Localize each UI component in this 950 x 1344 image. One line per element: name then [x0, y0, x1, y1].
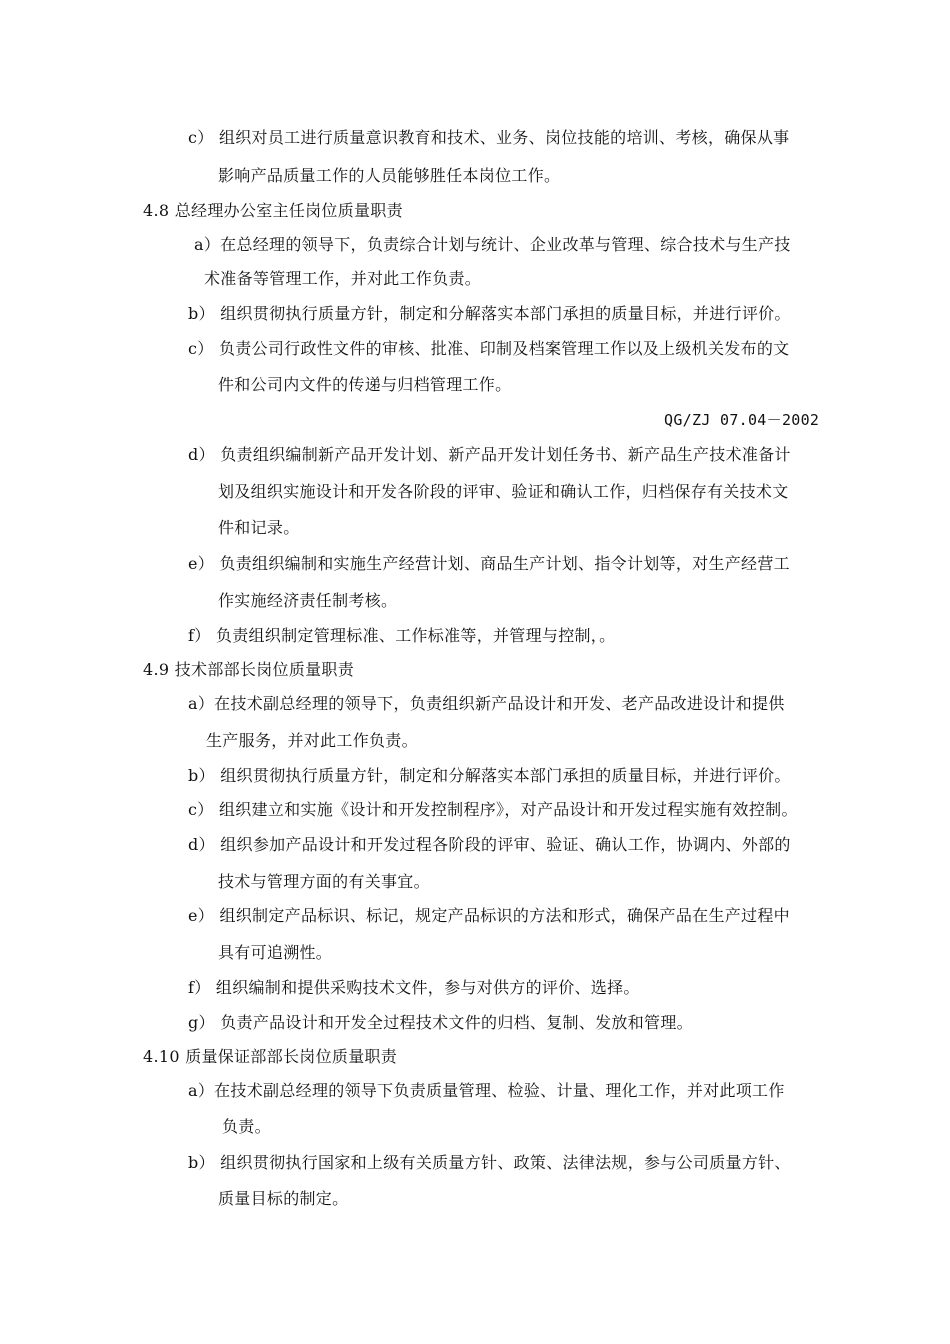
item-g-line-1: g） 负责产品设计和开发全过程技术文件的归档、复制、发放和管理。 — [188, 1013, 693, 1032]
item-b-line-1: b） 组织贯彻执行质量方针，制定和分解落实本部门承担的质量目标，并进行评价。 — [188, 304, 791, 323]
item-e-line-2: 具有可追溯性。 — [218, 943, 333, 962]
item-c-line-2: 影响产品质量工作的人员能够胜任本岗位工作。 — [218, 166, 561, 185]
item-a-line-1: a）在技术副总经理的领导下，负责组织新产品设计和开发、老产品改进设计和提供 — [188, 694, 785, 713]
section-4-9-heading: 4.9 技术部部长岗位质量职责 — [143, 660, 355, 679]
item-e-line-1: e） 负责组织编制和实施生产经营计划、商品生产计划、指令计划等，对生产经营工 — [188, 554, 790, 573]
item-c-line-2: 件和公司内文件的传递与归档管理工作。 — [218, 375, 512, 394]
item-a-line-2: 生产服务，并对此工作负责。 — [206, 731, 418, 750]
item-a-line-1: a）在技术副总经理的领导下负责质量管理、检验、计量、理化工作，并对此项工作 — [188, 1081, 785, 1100]
item-a-line-2: 术准备等管理工作，并对此工作负责。 — [204, 269, 482, 288]
item-b-line-1: b） 组织贯彻执行国家和上级有关质量方针、政策、法律法规，参与公司质量方针、 — [188, 1153, 791, 1172]
section-4-8-heading: 4.8 总经理办公室主任岗位质量职责 — [143, 201, 403, 220]
document-code: QG/ZJ 07.04－2002 — [664, 411, 820, 429]
item-b-line-2: 质量目标的制定。 — [218, 1189, 349, 1208]
item-c-line-1: c） 组织建立和实施《设计和开发控制程序》，对产品设计和开发过程实施有效控制。 — [188, 800, 798, 819]
item-d-line-3: 件和记录。 — [218, 518, 300, 537]
item-a-line-1: a）在总经理的领导下，负责综合计划与统计、企业改革与管理、综合技术与生产技 — [194, 235, 791, 254]
item-a-line-2: 负责。 — [222, 1117, 271, 1136]
item-c-line-1: c） 组织对员工进行质量意识教育和技术、业务、岗位技能的培训、考核，确保从事 — [188, 128, 790, 147]
section-4-10-heading: 4.10 质量保证部部长岗位质量职责 — [143, 1047, 398, 1066]
item-d-line-2: 划及组织实施设计和开发各阶段的评审、验证和确认工作，归档保存有关技术文 — [218, 482, 789, 501]
item-f-line-1: f） 组织编制和提供采购技术文件，参与对供方的评价、选择。 — [188, 978, 640, 997]
item-e-line-2: 作实施经济责任制考核。 — [218, 591, 398, 610]
item-b-line-1: b） 组织贯彻执行质量方针，制定和分解落实本部门承担的质量目标，并进行评价。 — [188, 766, 791, 785]
item-f-line-1: f） 负责组织制定管理标准、工作标准等，并管理与控制，。 — [188, 626, 616, 645]
item-e-line-1: e） 组织制定产品标识、标记，规定产品标识的方法和形式，确保产品在生产过程中 — [188, 906, 790, 925]
item-d-line-1: d） 负责组织编制新产品开发计划、新产品开发计划任务书、新产品生产技术准备计 — [188, 445, 791, 464]
item-c-line-1: c） 负责公司行政性文件的审核、批准、印制及档案管理工作以及上级机关发布的文 — [188, 339, 790, 358]
item-d-line-2: 技术与管理方面的有关事宜。 — [218, 872, 430, 891]
item-d-line-1: d） 组织参加产品设计和开发过程各阶段的评审、验证、确认工作，协调内、外部的 — [188, 835, 791, 854]
